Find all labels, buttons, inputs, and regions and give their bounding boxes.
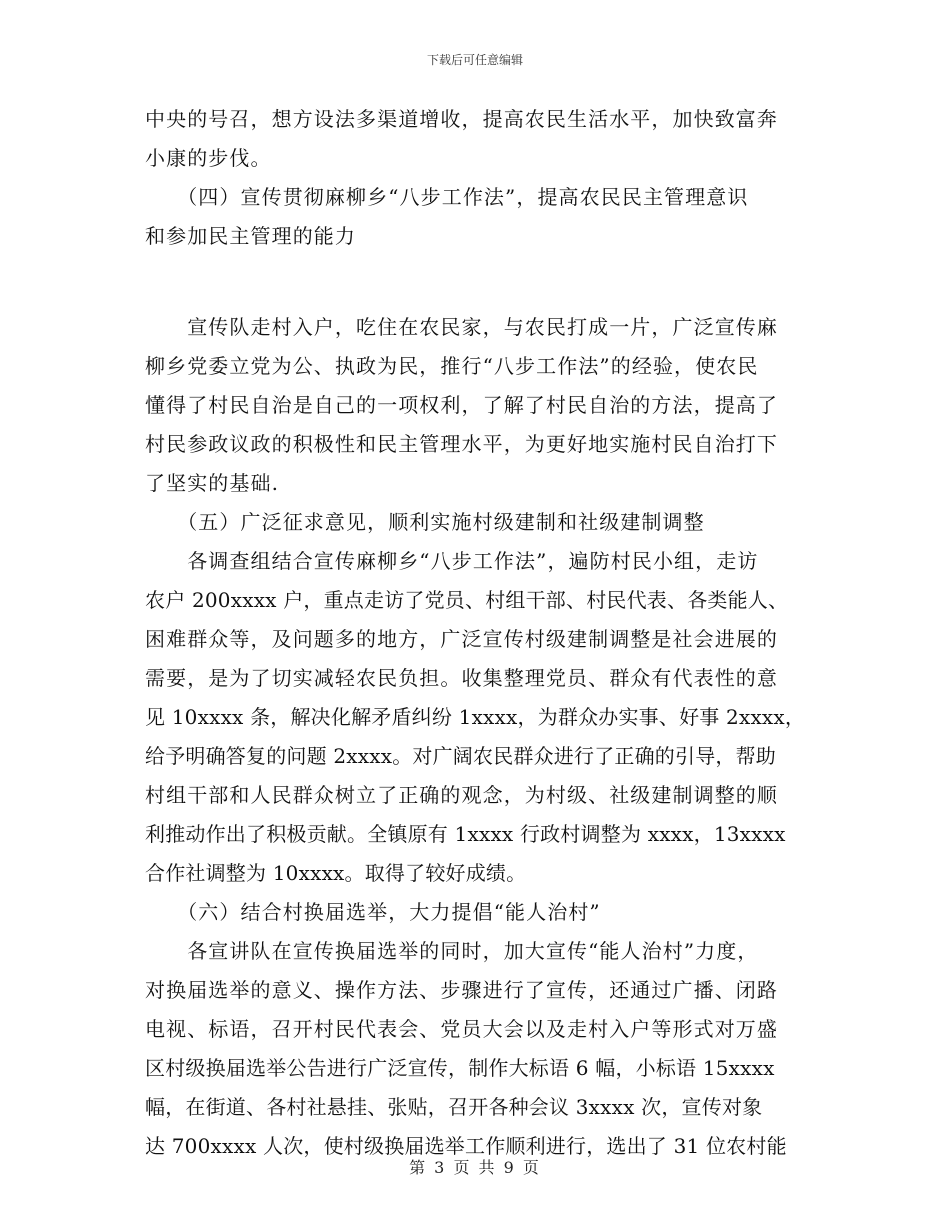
section-heading-4-cont: 和参加民主管理的能力: [145, 224, 356, 248]
section-heading-5: （五）广泛征求意见，顺利实施村级建制和社级建制调整: [145, 510, 705, 534]
body-line: 各宣讲队在宣传换届选举的同时，加大宣传“能人治村”力度，: [145, 939, 759, 963]
body-line: 小康的步伐。: [145, 146, 272, 170]
body-line: 区村级换届选举公告进行广泛宣传，制作大标语 6 幅，小标语 15xxxx: [145, 1056, 775, 1080]
document-body: [145, 100, 810, 1166]
body-line: 给予明确答复的问题 2xxxx。对广阔农民群众进行了正确的引导，帮助: [145, 744, 776, 768]
body-line: 农户 200xxxx 户，重点走访了党员、村组干部、村民代表、各类能人、: [145, 588, 789, 612]
paragraph-gap: [145, 256, 810, 308]
body-line: 村民参政议政的积极性和民主管理水平，为更好地实施村民自治打下: [145, 432, 778, 456]
body-line: 各调查组结合宣传麻柳乡“八步工作法”，遍防村民小组，走访: [145, 549, 759, 573]
body-line: 利推动作出了积极贡献。全镇原有 1xxxx 行政村调整为 xxxx，13xxxx: [145, 822, 786, 846]
body-line: 懂得了村民自治是自己的一项权利，了解了村民自治的方法，提高了: [145, 393, 778, 417]
body-line: 了坚实的基础.: [145, 471, 280, 495]
body-line: 需要，是为了切实减轻农民负担。收集整理党员、群众有代表性的意: [145, 666, 778, 690]
body-line: 见 10xxxx 条，解决化解矛盾纠纷 1xxxx，为群众办实事、好事 2xxxx，: [145, 705, 806, 729]
body-line: 柳乡党委立党为公、执政为民，推行“八步工作法”的经验，使农民: [145, 354, 759, 378]
body-line: 电视、标语，召开村民代表会、党员大会以及走村入户等形式对万盛: [145, 1017, 778, 1041]
body-line: 合作社调整为 10xxxx。取得了较好成绩。: [145, 861, 527, 885]
page-number: 第 3 页 共 9 页: [409, 1158, 541, 1177]
body-line: 宣传队走村入户，吃住在农民家，与农民打成一片，广泛宣传麻: [145, 315, 778, 339]
section-heading-4: （四）宣传贯彻麻柳乡“八步工作法”，提高农民民主管理意识: [145, 185, 749, 209]
body-line: 困难群众等，及问题多的地方，广泛宣传村级建制调整是社会进展的: [145, 627, 778, 651]
section-heading-6: （六）结合村换届选举，大力提倡“能人治村”: [145, 900, 601, 924]
body-line: 幅，在街道、各村社悬挂、张贴，召开各种会议 3xxxx 次，宣传对象: [145, 1095, 763, 1119]
page-header-note: 下载后可任意编辑: [426, 53, 523, 67]
body-line: 对换届选举的意义、操作方法、步骤进行了宣传，还通过广播、闭路: [145, 978, 778, 1002]
body-line: 达 700xxxx 人次，使村级换届选举工作顺利进行，选出了 31 位农村能: [145, 1134, 787, 1158]
body-line: 中央的号召，想方设法多渠道增收，提高农民生活水平，加快致富奔: [145, 107, 778, 131]
body-line: 村组干部和人民群众树立了正确的观念，为村级、社级建制调整的顺: [145, 783, 778, 807]
